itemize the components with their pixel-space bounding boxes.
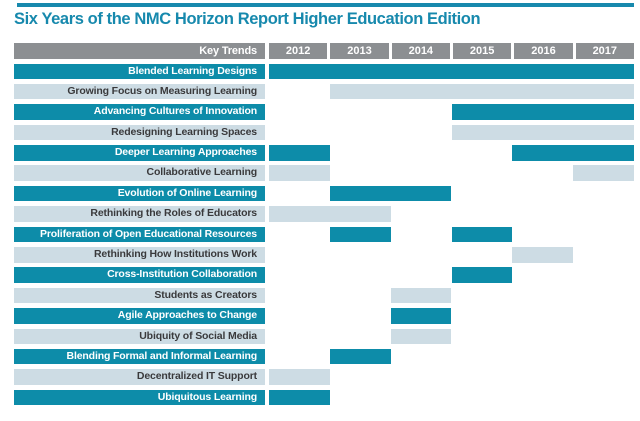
trend-row bbox=[14, 186, 634, 202]
year-bars bbox=[269, 329, 634, 345]
year-span-bar bbox=[269, 369, 330, 385]
trend-row bbox=[14, 64, 634, 80]
trend-label: Agile Approaches to Change bbox=[14, 308, 265, 324]
year-bars bbox=[269, 390, 634, 406]
trend-row bbox=[14, 165, 634, 181]
year-span-bar bbox=[330, 349, 391, 365]
trend-label: Blended Learning Designs bbox=[14, 64, 265, 80]
trend-label: Proliferation of Open Educational Resources bbox=[14, 227, 265, 243]
year-header-cells bbox=[269, 43, 634, 59]
trend-label: Growing Focus on Measuring Learning bbox=[14, 84, 265, 100]
trend-row bbox=[14, 369, 634, 385]
year-span-bar bbox=[269, 206, 391, 222]
year-bars bbox=[269, 165, 634, 181]
year-bars bbox=[269, 247, 634, 263]
year-bars bbox=[269, 145, 634, 161]
year-bars bbox=[269, 64, 634, 80]
trend-row bbox=[14, 84, 634, 100]
year-bars bbox=[269, 349, 634, 365]
year-span-bar bbox=[330, 227, 391, 243]
year-span-bar bbox=[269, 64, 634, 80]
trend-row bbox=[14, 329, 634, 345]
year-bars bbox=[269, 308, 634, 324]
trend-rows bbox=[14, 64, 634, 406]
column-header-year: 2014 bbox=[389, 43, 450, 59]
top-accent-rule bbox=[17, 3, 634, 7]
trend-row bbox=[14, 267, 634, 283]
year-span-bar bbox=[269, 145, 330, 161]
column-header-year: 2015 bbox=[450, 43, 511, 59]
year-span-bar bbox=[269, 165, 330, 181]
year-span-bar bbox=[391, 288, 452, 304]
year-span-bar bbox=[330, 84, 634, 100]
column-header-year: 2013 bbox=[327, 43, 388, 59]
page-title: Six Years of the NMC Horizon Report Higher Education Edition bbox=[14, 10, 481, 28]
trend-row bbox=[14, 308, 634, 324]
year-bars bbox=[269, 84, 634, 100]
trend-label: Blending Formal and Informal Learning bbox=[14, 349, 265, 365]
year-bars bbox=[269, 227, 634, 243]
year-span-bar bbox=[330, 186, 452, 202]
trend-row bbox=[14, 390, 634, 406]
trend-label: Cross-Institution Collaboration bbox=[14, 267, 265, 283]
year-span-bar bbox=[269, 390, 330, 406]
key-trends-chart bbox=[14, 43, 634, 411]
trend-row bbox=[14, 125, 634, 141]
year-span-bar bbox=[512, 145, 634, 161]
year-bars bbox=[269, 206, 634, 222]
trend-label: Advancing Cultures of Innovation bbox=[14, 104, 265, 120]
trend-label: Decentralized IT Support bbox=[14, 369, 265, 385]
trend-row bbox=[14, 349, 634, 365]
year-bars bbox=[269, 125, 634, 141]
trend-label: Rethinking How Institutions Work bbox=[14, 247, 265, 263]
year-span-bar bbox=[452, 227, 513, 243]
trend-row bbox=[14, 206, 634, 222]
trend-label: Ubiquitous Learning bbox=[14, 390, 265, 406]
trend-row bbox=[14, 227, 634, 243]
column-header-year: 2016 bbox=[511, 43, 572, 59]
trend-label: Rethinking the Roles of Educators bbox=[14, 206, 265, 222]
trend-label: Collaborative Learning bbox=[14, 165, 265, 181]
year-span-bar bbox=[391, 308, 452, 324]
trend-row bbox=[14, 247, 634, 263]
year-bars bbox=[269, 369, 634, 385]
year-span-bar bbox=[573, 165, 634, 181]
year-span-bar bbox=[452, 267, 513, 283]
year-span-bar bbox=[452, 104, 635, 120]
trend-label: Redesigning Learning Spaces bbox=[14, 125, 265, 141]
trend-row bbox=[14, 104, 634, 120]
trend-label: Deeper Learning Approaches bbox=[14, 145, 265, 161]
year-bars bbox=[269, 267, 634, 283]
year-bars bbox=[269, 104, 634, 120]
column-header-year: 2012 bbox=[269, 43, 327, 59]
column-header-year: 2017 bbox=[573, 43, 634, 59]
year-span-bar bbox=[512, 247, 573, 263]
trend-row bbox=[14, 288, 634, 304]
year-bars bbox=[269, 186, 634, 202]
column-header-key-trends: Key Trends bbox=[14, 43, 265, 59]
year-span-bar bbox=[391, 329, 452, 345]
trend-label: Ubiquity of Social Media bbox=[14, 329, 265, 345]
trend-label: Students as Creators bbox=[14, 288, 265, 304]
trend-label: Evolution of Online Learning bbox=[14, 186, 265, 202]
year-bars bbox=[269, 288, 634, 304]
trend-row bbox=[14, 145, 634, 161]
year-span-bar bbox=[452, 125, 635, 141]
table-header bbox=[14, 43, 634, 59]
